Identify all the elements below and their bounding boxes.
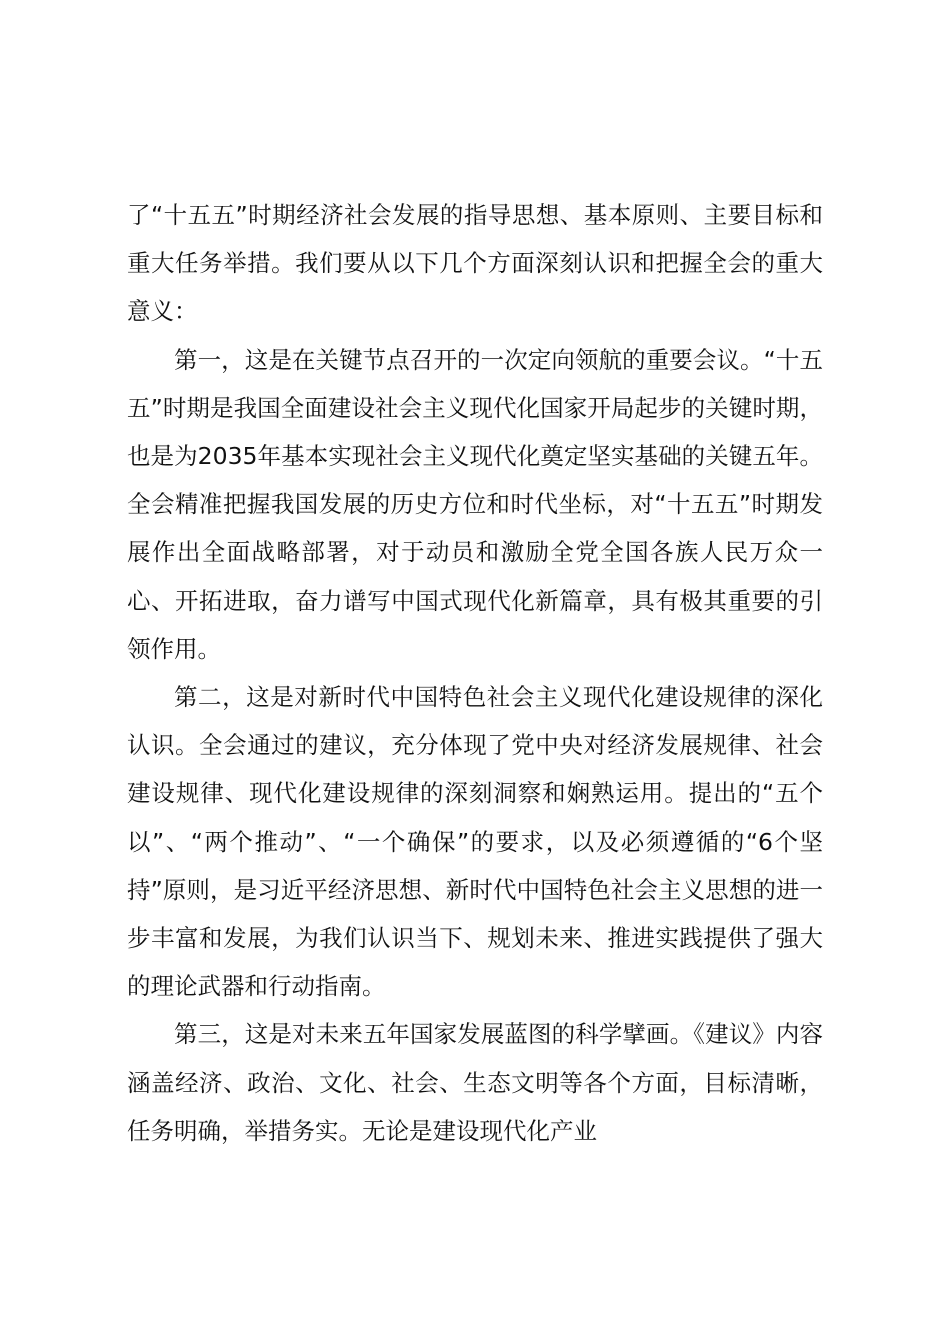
document-body: [127, 191, 823, 1155]
paragraph-third-point: 第三，这是对未来五年国家发展蓝图的科学擘画。《建议》内容涵盖经济、政治、文化、社会、生态文明等各个方面，目标清晰，任务明确，举措务实。无论是建设现代化产业: [127, 1020, 823, 1145]
paragraph-first-point: 第一，这是在关键节点召开的一次定向领航的重要会议。“十五五”时期是我国全面建设社会主义现代化国家开局起步的关键时期，也是为2035年基本实现社会主义现代化奠定坚实基础的关键五年。全会精准把握我国发展的历史方位和时代坐标，对“十五五”时期发展作出全面战略部署，对于动员和激励全党全国各族人民万众一心、开拓进取，奋力谱写中国式现代化新篇章，具有极其重要的引领作用。: [127, 345, 823, 663]
paragraph-second-point: 第二，这是对新时代中国特色社会主义现代化建设规律的深化认识。全会通过的建议，充分体现了党中央对经济发展规律、社会建设规律、现代化建设规律的深刻洞察和娴熟运用。提出的“五个以”、“两个推动”、“一个确保”的要求，以及必须遵循的“6个坚持”原则，是习近平经济思想、新时代中国特色社会主义思想的进一步丰富和发展，为我们认识当下、规划未来、推进实践提供了强大的理论武器和行动指南。: [127, 683, 823, 1001]
paragraph-continuation: 了“十五五”时期经济社会发展的指导思想、基本原则、主要目标和重大任务举措。我们要从以下几个方面深刻认识和把握全会的重大意义：: [127, 201, 823, 326]
